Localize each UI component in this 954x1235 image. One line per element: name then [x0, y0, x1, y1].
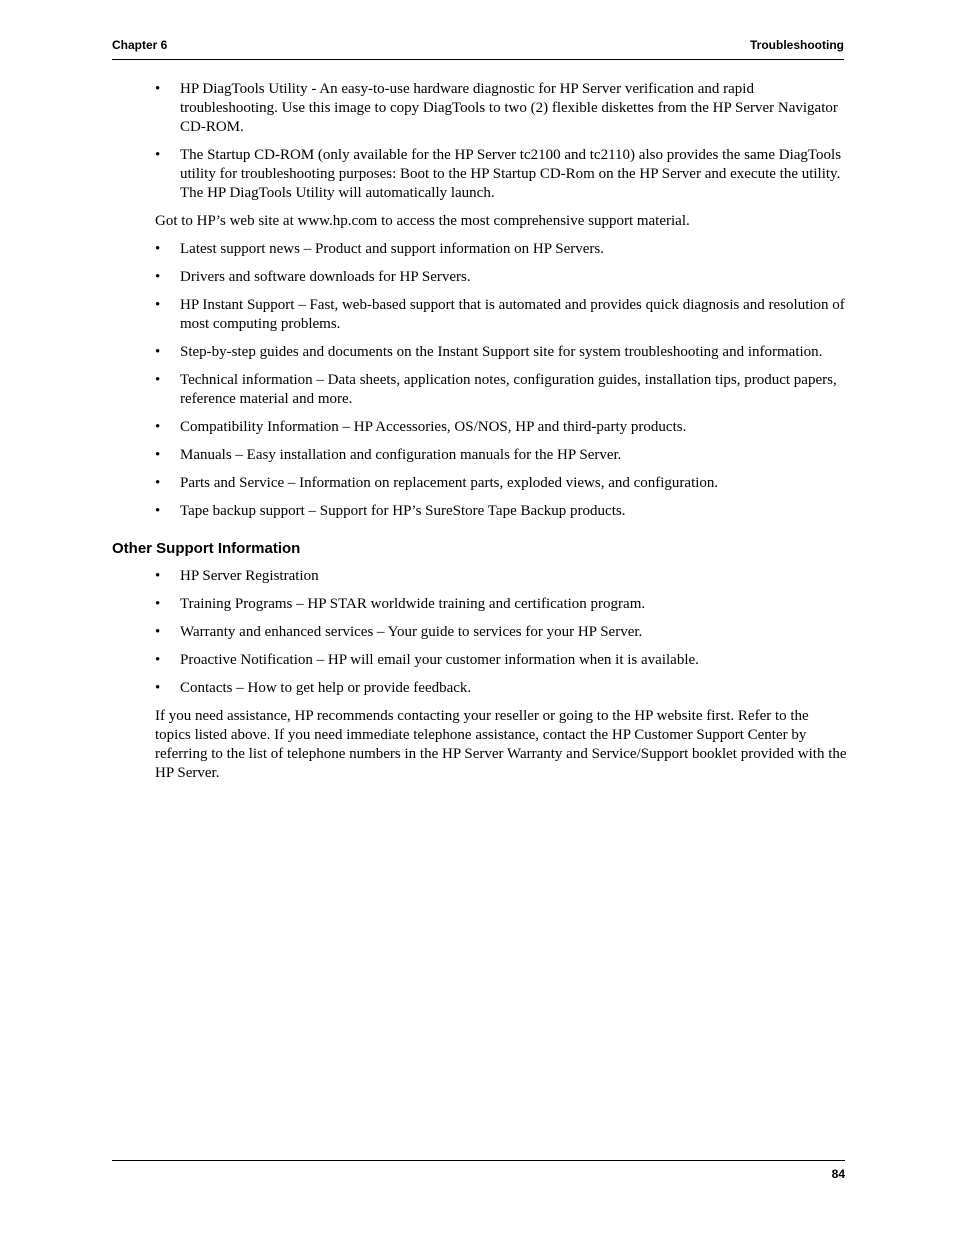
- list-item: • Tape backup support – Support for HP’s SureStore Tape Backup products.: [155, 503, 626, 519]
- bullet-icon: •: [155, 503, 161, 519]
- list-item: • HP Server Registration: [155, 568, 319, 584]
- list-item: • Compatibility Information – HP Accessories, OS/NOS, HP and third-party products.: [155, 419, 687, 435]
- intro-paragraph: Got to HP’s web site at www.hp.com to access the most comprehensive support material.: [155, 213, 690, 229]
- bullet-icon: •: [155, 419, 161, 435]
- section-heading: Other Support Information: [112, 540, 301, 557]
- support-material-list: [155, 240, 847, 521]
- bullet-icon: •: [155, 652, 161, 668]
- closing-paragraph: If you need assistance, HP recommends contacting your reseller or going to the HP website first. Refer to the topics listed above. If you need immediate telephone assistance, contact the HP Customer Support Center by referring to the list of telephone numbers in the HP Server Warranty and Service/Support booklet provided with the HP Server.: [155, 708, 847, 781]
- bullet-icon: •: [155, 344, 161, 360]
- list-item: • Training Programs – HP STAR worldwide training and certification program.: [155, 596, 646, 612]
- chapter-label: Chapter 6: [112, 38, 168, 52]
- list-item: • Manuals – Easy installation and configuration manuals for the HP Server.: [155, 447, 622, 463]
- section-title: Troubleshooting: [750, 38, 844, 52]
- list-item: • Technical information – Data sheets, application notes, configuration guides, installation tips, product papers, reference material and more.: [155, 372, 837, 407]
- list-item: • Contacts – How to get help or provide feedback.: [155, 680, 472, 696]
- bullet-icon: •: [155, 568, 161, 584]
- bullet-icon: •: [155, 680, 161, 696]
- list-item: • Warranty and enhanced services – Your guide to services for your HP Server.: [155, 624, 643, 640]
- bullet-icon: •: [155, 475, 161, 491]
- bullet-icon: •: [155, 624, 161, 640]
- bullet-icon: •: [155, 447, 161, 463]
- list-item: • HP DiagTools Utility - An easy-to-use hardware diagnostic for HP Server verification and rapid troubleshooting. Use this image to copy DiagTools to two (2) flexible diskettes from the HP Server Navigator CD-ROM.: [155, 81, 838, 135]
- list-item: • Latest support news – Product and support information on HP Servers.: [155, 241, 604, 257]
- list-item: • Proactive Notification – HP will email your customer information when it is available.: [155, 652, 699, 668]
- list-item: • Drivers and software downloads for HP Servers.: [155, 269, 471, 285]
- page-footer: [112, 1160, 845, 1181]
- bullet-icon: •: [155, 372, 161, 388]
- bullet-icon: •: [155, 241, 161, 257]
- bullet-icon: •: [155, 297, 161, 313]
- diagtools-list: [155, 80, 847, 203]
- bullet-icon: •: [155, 269, 161, 285]
- list-item: • Parts and Service – Information on replacement parts, exploded views, and configuration.: [155, 475, 719, 491]
- list-item: • The Startup CD-ROM (only available for the HP Server tc2100 and tc2110) also provides the same DiagTools utility for troubleshooting purposes: Boot to the HP Startup CD-Rom on the HP Server and execute the utility. The HP DiagTools Utility will automatically launch.: [155, 147, 842, 201]
- bullet-icon: •: [155, 81, 161, 97]
- list-item: • HP Instant Support – Fast, web-based support that is automated and provides quick diagnosis and resolution of most computing problems.: [155, 297, 845, 332]
- bullet-icon: •: [155, 147, 161, 163]
- list-item: • Step-by-step guides and documents on the Instant Support site for system troubleshooting and information.: [155, 344, 823, 360]
- page-header: [112, 38, 844, 60]
- other-support-list: [155, 567, 847, 698]
- bullet-icon: •: [155, 596, 161, 612]
- page-content: [112, 80, 847, 792]
- page-number: 84: [831, 1167, 845, 1181]
